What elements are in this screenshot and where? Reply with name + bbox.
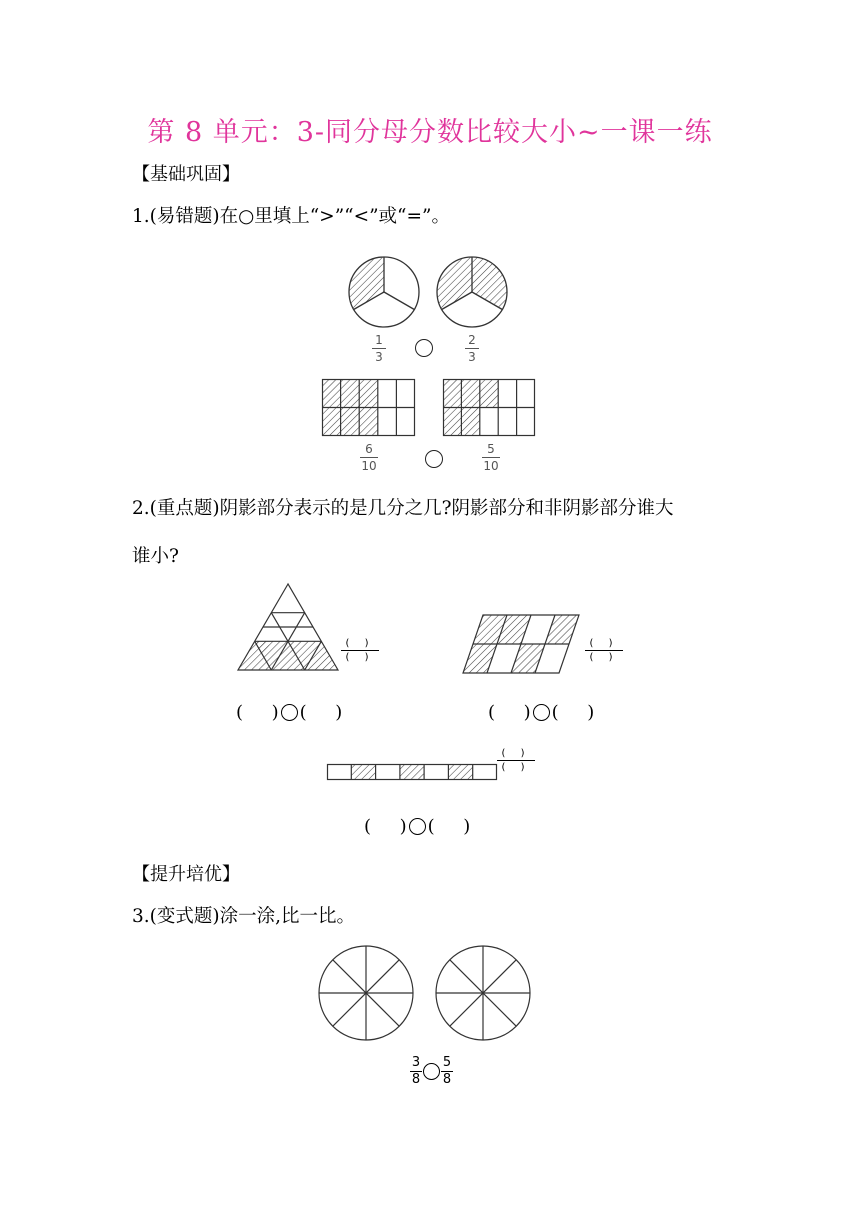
section-basic: 【基础巩固】 xyxy=(132,164,240,185)
q3-fraction-5-8: $\frac{5}{8}$ xyxy=(442,1055,452,1087)
q1-fraction-6-10: 6 10 xyxy=(361,442,377,473)
question-2-line1: 2.(重点题)阴影部分表示的是几分之几?阴影部分和非阴影部分谁大 xyxy=(132,498,674,519)
q2-parallelogram-fraction-blank[interactable]: ( ) ( ) xyxy=(585,638,623,663)
q2-compare-row-strip[interactable]: ( ) ( ) xyxy=(364,816,471,837)
q2-triangle-fraction-blank[interactable]: ( ) ( ) xyxy=(341,638,379,663)
q3-fraction-3-8: $\frac{3}{8}$ xyxy=(411,1055,421,1087)
page-title: 第 8 单元：3-同分母分数比较大小~一课一练 xyxy=(147,117,713,148)
q2-parallelogram xyxy=(463,615,579,673)
q3-circle-left[interactable] xyxy=(318,945,414,1041)
q1-fraction-2-3: 2 3 xyxy=(465,333,479,364)
q1-fraction-5-10: 5 10 xyxy=(483,442,499,473)
q3-compare-circle[interactable] xyxy=(423,1063,440,1080)
q2-compare-row-right[interactable]: ( ) ( ) xyxy=(488,702,595,723)
q1-compare-circle-bottom[interactable] xyxy=(425,450,443,468)
q1-circle-left xyxy=(348,256,420,328)
q1-grid-right xyxy=(443,379,535,436)
question-2-line2: 谁小? xyxy=(132,546,179,567)
q2-compare-row-left[interactable]: ( ) ( ) xyxy=(236,702,343,723)
q2-strip-fraction-blank[interactable]: ( ) ( ) xyxy=(497,748,535,773)
question-3: 3.(变式题)涂一涂,比一比。 xyxy=(132,906,355,927)
q2-strip xyxy=(327,764,497,780)
q1-fraction-1-3: 1 3 xyxy=(372,333,386,364)
section-advanced: 【提升培优】 xyxy=(132,864,240,885)
q2-triangle xyxy=(238,584,338,670)
q1-grid-left xyxy=(322,379,415,436)
question-1: 1.(易错题)在○里填上“>”“<”或“=”。 xyxy=(132,206,450,227)
q1-compare-circle-top[interactable] xyxy=(415,339,433,357)
q3-compare-expression xyxy=(410,1056,453,1087)
q3-circle-right[interactable] xyxy=(435,945,531,1041)
q1-circle-right xyxy=(436,256,508,328)
